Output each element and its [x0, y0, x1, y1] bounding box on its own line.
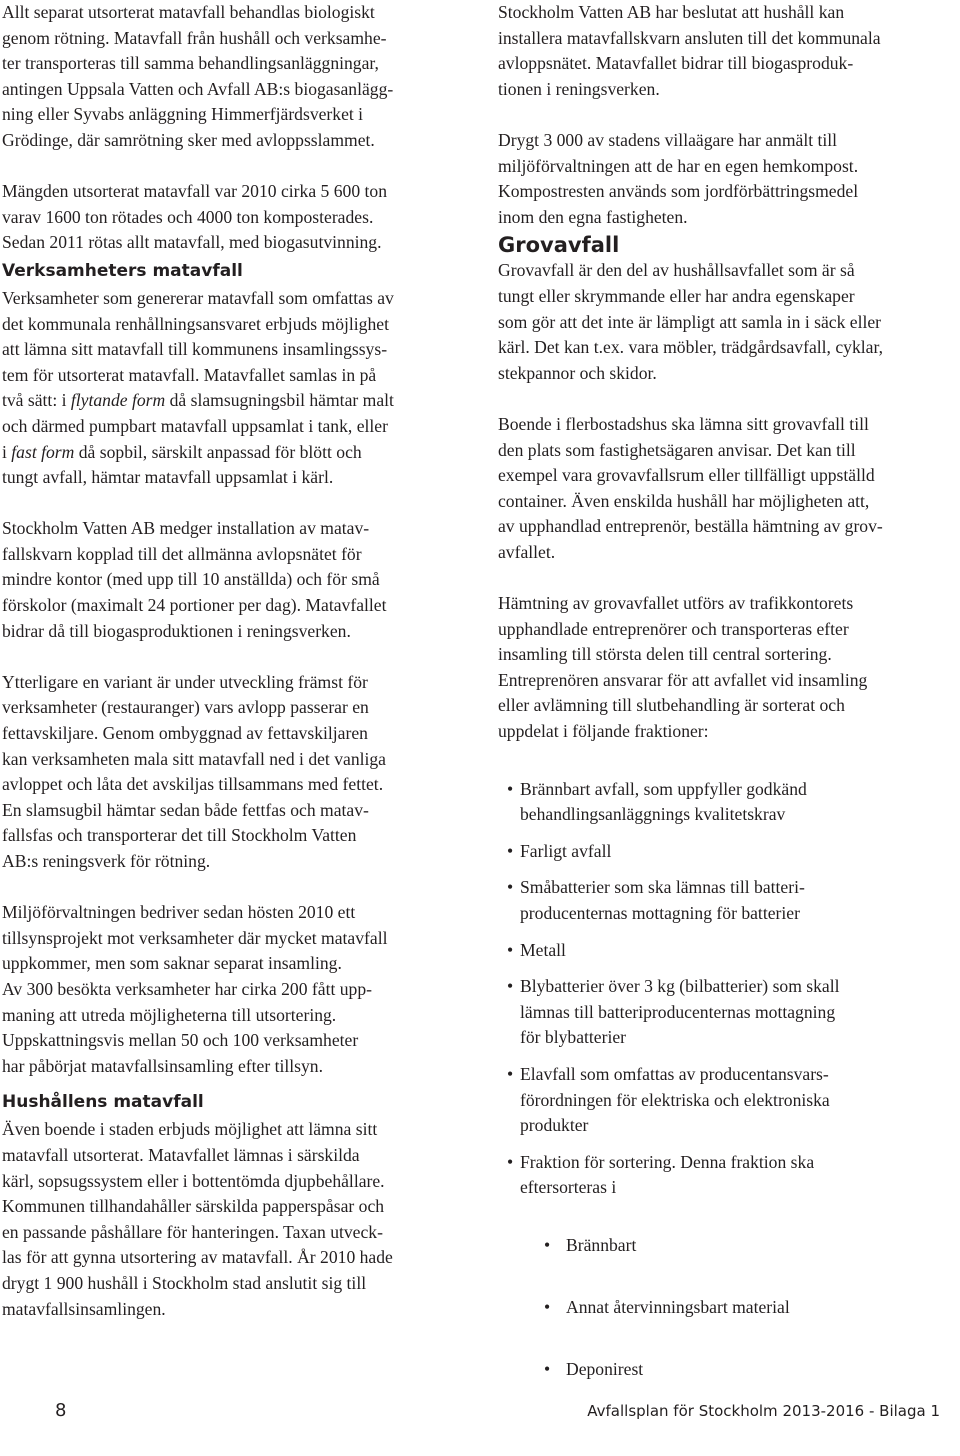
- fraction-list: [498, 777, 958, 1445]
- fraction-item-sorting: • Fraktion för sortering. Denna fraktion ska eftersorteras i • Brännbart • Annat återvinningsbart material • Deponirest: [498, 1150, 958, 1445]
- left-column: [2, 0, 472, 1322]
- paragraph-home-compost: Drygt 3 000 av stadens villaägare har anmält till miljöförvaltningen att de har en egen hemkompost. Kompostresten används som jordförbättringsmedel inom den egna fastigheten.: [498, 129, 859, 227]
- paragraph-apartment-bulky-waste: Boende i flerbostadshus ska lämna sitt grovavfall till den plats som fastighetsägaren anvisar. Det kan till exempel vara grovavfallsrum eller tillfälligt uppställd container. Även enskilda hushåll har möjligheten att, av upphandlad entreprenör, beställa hämtning av grov- avfallet.: [498, 413, 883, 562]
- paragraph-bulky-waste-definition: Grovavfall är den del av hushållsavfallet som är så tungt eller skrymmande eller har andra egenskaper som gör att det inte är lämpligt att samla in i säck eller kärl. Det kan t.ex. vara möbler, trädgårdsavfall, cyklar, stekpannor och skidor.: [498, 260, 884, 383]
- paragraph-household-collection: Även boende i staden erbjuds möjlighet att lämna sitt matavfall utsorterat. Matavfallet lämnas i särskilda kärl, sopsugssystem eller i bottentömda djupbehållare. Kommunen tillhandahåller särskilda papperspåsar och en passande påshållare för hanteringen. Taxan utveck- las för att gynna utsortering av matavfall. År 2010 hade drygt 1 900 hushåll i Stockholm stad anslutit sig till matavfallsinsamlingen.: [2, 1119, 393, 1319]
- heading-bulky-waste: Grovavfall: [498, 233, 620, 258]
- subfraction-item: • Annat återvinningsbart material: [520, 1295, 958, 1321]
- paragraph-household-grinder: Stockholm Vatten AB har beslutat att hushåll kan installera matavfallskvarn ansluten till det kommunala avloppsnätet. Matavfallet bidrar till biogasproduk- tionen i reningsverken.: [498, 2, 881, 99]
- emphasis-solid-form: fast form: [11, 441, 75, 462]
- fraction-item: • Blybatterier över 3 kg (bilbatterier) som skall lämnas till batteriproducenternas mottagning för blybatterier: [498, 974, 958, 1051]
- heading-household-food-waste: Hushållens matavfall: [2, 1092, 204, 1113]
- fraction-item: • Elavfall som omfattas av producentansvars- förordningen för elektriska och elektroniska produkter: [498, 1062, 958, 1139]
- subfraction-item: • Brännbart: [520, 1233, 958, 1259]
- paragraph-grease-separator: Ytterligare en variant är under utveckling främst för verksamheter (restauranger) vars avlopp passerar en fettavskiljare. Genom ombyggnad av fettavskiljaren kan verksamheten mala sitt matavfall ned i det vanliga avloppet och låta det avskiljas tillsammans med fettet. En slamsugbil hämtar sedan både fettfas och matav- fallsfas och transporterar det till Stockholm Vatten AB:s reningsverk för rötning.: [2, 671, 386, 871]
- subfraction-item: • Deponirest: [520, 1357, 958, 1383]
- fraction-item: • Farligt avfall: [498, 839, 958, 865]
- footer-document-title: Avfallsplan för Stockholm 2013-2016 - Bilaga 1: [587, 1402, 940, 1420]
- paragraph-biological-treatment: Allt separat utsorterat matavfall behandlas biologiskt genom rötning. Matavfall från hushåll och verksamhe- ter transporteras till samma behandlingsanläggningar, antingen Uppsala Vatten och Avfall AB:s biogasanlägg- ning eller Syvabs anläggning Himmerfjärdsverket i Grödinge, där samrötning sker med avloppsslammet.: [2, 2, 394, 150]
- paragraph-waste-grinder-offices: Stockholm Vatten AB medger installation av matav- fallskvarn kopplad till det allmänna avlopsnätet för mindre kontor (med upp till 10 anställda) och för små förskolor (maximalt 24 portioner per dag). Matavfallet bidrar då till biogasproduktionen i reningsverken.: [2, 518, 387, 641]
- fraction-item: • Brännbart avfall, som uppfyller godkänd behandlingsanläggnings kvalitetskrav: [498, 777, 958, 828]
- right-column: [498, 0, 958, 1456]
- emphasis-liquid-form: flytande form: [70, 390, 166, 411]
- heading-business-food-waste: Verksamheters matavfall: [2, 260, 243, 281]
- page-footer: [0, 1400, 960, 1424]
- paragraph-supervision-project: Miljöförvaltningen bedriver sedan hösten 2010 ett tillsynsprojekt mot verksamheter där mycket matavfall uppkommer, men som saknar separat insamling. Av 300 besökta verksamheter har cirka 200 fått upp- maning att utreda möjligheterna till utsortering. Uppskattningsvis mellan 50 och 100 verksamheter har påbörjat matavfallsinsamling efter tillsyn.: [2, 902, 388, 1076]
- subfraction-list: [520, 1207, 958, 1419]
- paragraph-business-collection: Verksamheter som genererar matavfall som omfattas av det kommunala renhållningsansvaret erbjuds möjlighet att lämna sitt matavfall till kommunens insamlingssys- tem för utsorterat matavfall. Matavfallet samlas in på två sätt: i flytande form då slamsugningsbil hämtar malt och därmed pumpbart matavfall uppsamlat i tank, eller i fast form då sopbil, särskilt anpassad för blött och tungt avfall, hämtar matavfall uppsamlat i kärl.: [2, 287, 394, 488]
- page-number: 8: [55, 1400, 67, 1421]
- paragraph-food-waste-amount: Mängden utsorterat matavfall var 2010 cirka 5 600 ton varav 1600 ton rötades och 4000 ton komposterades. Sedan 2011 rötas allt matavfall, med biogasutvinning.: [2, 181, 387, 253]
- fraction-item: • Metall: [498, 938, 958, 964]
- paragraph-bulky-waste-collection: Hämtning av grovavfallet utförs av trafikkontorets upphandlade entreprenörer och transporteras efter insamling till största delen till central sortering. Entreprenören ansvarar för att avfallet vid insamling eller avlämning till slutbehandling är sorterat och uppdelat i följande fraktioner:: [498, 593, 868, 742]
- fraction-item: • Småbatterier som ska lämnas till batteri- producenternas mottagning för batterier: [498, 875, 958, 926]
